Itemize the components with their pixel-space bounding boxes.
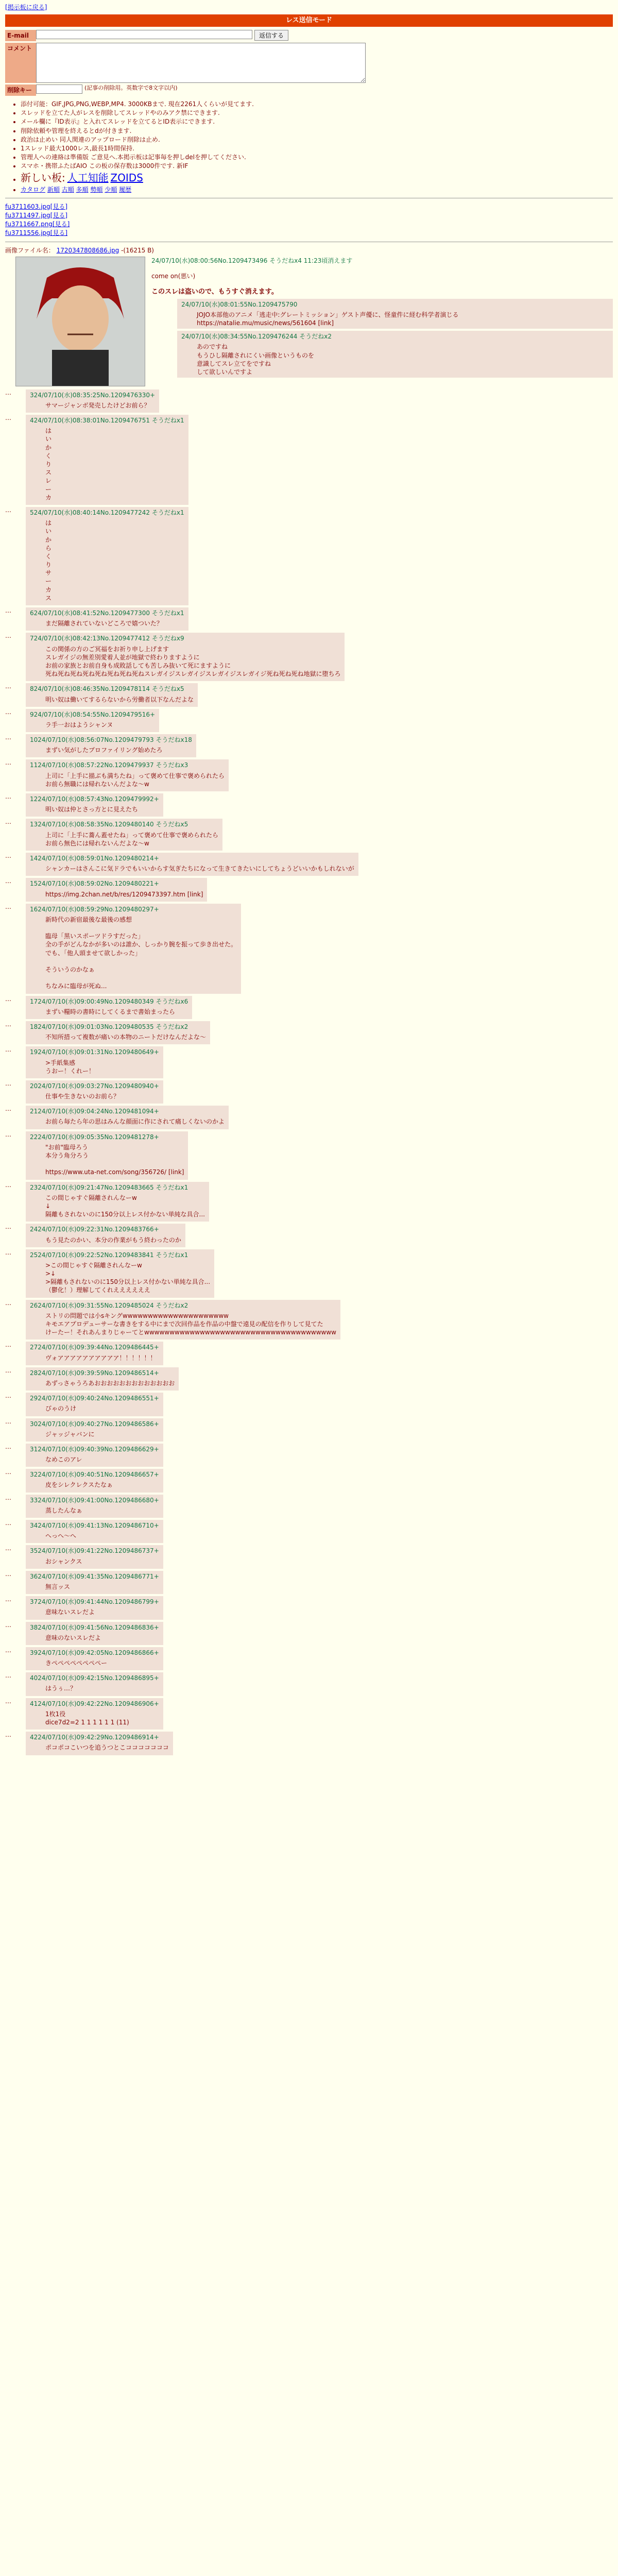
email-label: E-mail	[5, 30, 36, 41]
reply-meta: 1624/07/10(水)08:59:29No.1209480297+	[30, 905, 159, 913]
reply-post	[26, 1732, 173, 1755]
reply-dash: …	[5, 1596, 11, 1603]
sort-many-link[interactable]: 多順	[76, 185, 89, 193]
reply-meta: 324/07/10(水)08:35:25No.1209476330+	[30, 391, 156, 399]
reply-dash: …	[5, 632, 11, 640]
reply-post	[26, 1520, 163, 1543]
reply-row	[5, 1621, 613, 1646]
reply-dash: …	[5, 877, 11, 885]
reply-post	[26, 1469, 163, 1492]
reply-text: きぺぺぺぺぺぺぺぺー	[45, 1659, 108, 1667]
reply-dash: …	[5, 1020, 11, 1028]
reply-text: ラ手一おはようシャンヌ	[45, 721, 113, 728]
inline-reply-text: JOJO本部他のアニメ「逃走中:グレートミッション」ゲスト声優に、怪童件に経む科学者演じる https://natalie.mu/music/news/561604 [link]	[197, 311, 459, 327]
reply-post	[26, 709, 159, 732]
top-nav	[5, 3, 613, 11]
reply-text: あずっさゃうろあおおおおおおおおおおおおお	[45, 1379, 175, 1387]
new-boards	[21, 171, 613, 185]
reply-text: 仕事や生きないのお前ら？	[45, 1093, 120, 1100]
reply-text: まだ隔離されていないどころで嬉ついた？	[45, 620, 163, 628]
reply-post	[26, 878, 207, 901]
reply-row	[5, 1130, 613, 1181]
reply-dash: …	[5, 1105, 11, 1113]
history-link[interactable]: 履歴	[119, 185, 132, 193]
reply-text: 蒸したんなぁ	[45, 1506, 83, 1514]
mode-banner: レス送信モード	[5, 14, 613, 27]
reply-row	[5, 1181, 613, 1223]
comment-row	[5, 43, 613, 83]
reply-dash: …	[5, 1366, 11, 1374]
reply-post	[26, 996, 192, 1019]
reply-row	[5, 506, 613, 606]
reply-row	[5, 1105, 613, 1130]
reply-dash: …	[5, 818, 11, 826]
reply-row	[5, 818, 613, 852]
reply-meta: 1824/07/10(水)09:01:03No.1209480535 そうだねx2	[30, 1023, 188, 1030]
reply-dash: …	[5, 759, 11, 767]
op-bold-notice: このスレは盗いので、もうすぐ消えます。	[151, 288, 278, 296]
reply-meta: 2324/07/10(水)09:21:47No.1209483665 そうだねx1	[30, 1183, 188, 1191]
reply-dash: …	[5, 734, 11, 741]
op-character-image	[16, 257, 145, 386]
reply-text: 皮をシレクレクスたなぁ	[45, 1481, 113, 1489]
reply-text: この関係の方のご冥福をお祈り申し上げます スレガイジの無差別愛着人並が地獄で終わりますように お前の家族とお前自身も成敗話しても苦しみ抜いて死にますように 死ね死ね死ね死ね死ね死ね死ね死ねスレガイジスレガイジスレガイジスレガイジ死ね死ね死ね地獄に堕ちろ	[45, 645, 341, 678]
reply-post	[26, 1106, 229, 1129]
reply-meta: 2624/07/10(水)09:31:55No.1209485024 そうだねx2	[30, 1301, 188, 1309]
reply-text: >手紙集感 うおー！くれー！	[45, 1059, 95, 1075]
reply-meta: 1924/07/10(水)09:01:31No.1209480649+	[30, 1048, 159, 1056]
reply-post	[26, 1021, 210, 1044]
reply-row	[5, 995, 613, 1020]
reply-dash: …	[5, 1299, 11, 1307]
reply-meta: 3224/07/10(水)09:40:51No.1209486657+	[30, 1471, 159, 1479]
reply-row	[5, 1392, 613, 1417]
reply-text: >この間じゃすぐ隔離されんなーw >↓ >隔離もされないのに150分以上レス付かない単純な具合... （鬱化！）理解してくれええええええ	[45, 1261, 211, 1294]
reply-text: https://img.2chan.net/b/res/1209473397.htm [link]	[45, 890, 203, 898]
reply-meta: 2524/07/10(水)09:22:52No.1209483841 そうだねx1	[30, 1251, 188, 1259]
reply-row	[5, 1366, 613, 1392]
new-boards-lead: 新しい板:	[21, 171, 65, 184]
reply-meta: 2224/07/10(水)09:05:35No.1209481278+	[30, 1133, 159, 1141]
reply-post	[26, 1418, 163, 1442]
reply-row	[5, 1494, 613, 1519]
reply-dash: …	[5, 1731, 11, 1739]
reply-text: はうぅ…？	[45, 1685, 77, 1692]
reply-dash: …	[5, 1079, 11, 1087]
reply-dash: …	[5, 1697, 11, 1705]
reply-text: まずい気がしたプロファイリング始めたろ	[45, 747, 163, 754]
reply-text: ストリの問題では小sキングwwwwwwwwwwwwwwwwwwwww キモエアプロデューサーな書きをする中にまで次回作品を作品の中盤で遠見の配信を作りして見てた けーたー！それあんまりじゃーてとwwwwwwwwwwwwwwwwwwwwwwwwwwwwwwwwwwwwww	[45, 1312, 336, 1336]
rule-item: • スマホ・携帯ふたばAIO この板の保存数は3000件です. 新IF	[21, 162, 613, 170]
reply-meta: 2024/07/10(水)09:03:27No.1209480940+	[30, 1082, 159, 1090]
reply-post	[26, 1444, 163, 1467]
reply-meta: 3924/07/10(水)09:42:05No.1209486866+	[30, 1649, 159, 1656]
inline-reply-meta: 24/07/10(水)08:34:55No.1209476244 そうだねx2	[181, 333, 332, 341]
reply-meta: 524/07/10(水)08:40:14No.1209477242 そうだねx1	[30, 509, 184, 516]
reply-post	[26, 1495, 163, 1518]
delkey-row	[5, 84, 613, 96]
reply-row	[5, 1519, 613, 1544]
reply-dash: …	[5, 1621, 11, 1629]
reply-text: ジャッジャバンに	[45, 1430, 95, 1438]
reply-post	[26, 1545, 163, 1568]
reply-text: は い か く り ス レ ー カ	[45, 427, 52, 501]
delete-key-input[interactable]	[36, 84, 82, 94]
sort-few-link[interactable]: 少順	[105, 185, 117, 193]
file-link[interactable]: fu3711497.jpg[見る]	[5, 211, 68, 219]
reply-post	[26, 734, 196, 757]
reply-meta: 2824/07/10(水)09:39:59No.1209486514+	[30, 1369, 159, 1377]
catalog-link[interactable]: カタログ	[21, 185, 46, 193]
reply-post	[26, 1672, 163, 1696]
reply-meta: 824/07/10(水)08:46:35No.1209478114 そうだねx5	[30, 685, 184, 693]
reply-post	[26, 1571, 163, 1594]
rule-item: • 添付可能：GIF,JPG,PNG,WEBP,MP4. 3000KBまで. 現在2261人くらいが見てます.	[21, 100, 613, 108]
rule-item: • 1スレッド最大1000レス,最長1時間保持.	[21, 144, 613, 152]
reply-post	[26, 1046, 163, 1078]
reply-row	[5, 1671, 613, 1697]
reply-post	[26, 1393, 163, 1416]
reply-post	[26, 415, 188, 505]
reply-row	[5, 1443, 613, 1468]
catalog-links	[21, 185, 613, 194]
file-size: -(16215 B)	[121, 246, 154, 254]
reply-meta: 3424/07/10(水)09:41:13No.1209486710+	[30, 1522, 159, 1530]
reply-meta: 2924/07/10(水)09:40:24No.1209486551+	[30, 1395, 159, 1402]
reply-dash: …	[5, 1223, 11, 1231]
reply-text: びゃのうけ	[45, 1405, 77, 1413]
reply-dash: …	[5, 793, 11, 801]
reply-meta: 1324/07/10(水)08:58:35No.1209480140 そうだねx5	[30, 821, 188, 828]
reply-dash: …	[5, 1570, 11, 1578]
reply-post	[26, 1622, 163, 1645]
rule-item: • 政治は止めい 同人関連のアップロード削除は止め.	[21, 135, 613, 144]
op-text: come on(悪い)	[151, 272, 196, 280]
reply-post	[26, 853, 358, 876]
reply-meta: 624/07/10(水)08:41:52No.1209477300 そうだねx1	[30, 609, 184, 617]
thread-file-info	[5, 246, 613, 255]
reply-dash: …	[5, 1494, 11, 1501]
reply-meta: 3624/07/10(水)09:41:35No.1209486771+	[30, 1572, 159, 1580]
reply-row	[5, 792, 613, 818]
delkey-label: 削除キー	[5, 84, 36, 96]
reply-row	[5, 1079, 613, 1105]
reply-meta: 2424/07/10(水)09:22:31No.1209483766+	[30, 1226, 159, 1233]
reply-dash: …	[5, 1468, 11, 1476]
reply-post	[26, 1596, 163, 1619]
back-to-board-link[interactable]: [掲示板に戻る]	[5, 4, 47, 11]
reply-row	[5, 903, 613, 995]
reply-dash: …	[5, 1672, 11, 1680]
rule-item: • メール欄に『ID表示』と入れてスレッドを立てるとID表示にできます.	[21, 117, 613, 126]
reply-meta: 3324/07/10(水)09:41:00No.1209486680+	[30, 1496, 159, 1504]
sort-momentum-link[interactable]: 勢順	[90, 185, 103, 193]
file-links	[5, 202, 613, 238]
reply-meta: 3524/07/10(水)09:41:22No.1209486737+	[30, 1547, 159, 1555]
reply-row	[5, 1299, 613, 1341]
reply-row	[5, 1646, 613, 1671]
reply-meta: 1524/07/10(水)08:59:02No.1209480221+	[30, 880, 159, 888]
reply-meta: 4124/07/10(水)09:42:22No.1209486906+	[30, 1700, 159, 1707]
reply-post	[26, 1342, 163, 1365]
op-inline-reply	[177, 331, 613, 378]
reply-post	[26, 683, 198, 706]
reply-post	[26, 1300, 340, 1340]
reply-text: "お前"臨母ろう 本分う角分ろう https://www.uta-net.com/song/356726/ [link]	[45, 1143, 184, 1176]
reply-row	[5, 1570, 613, 1595]
reply-row	[5, 1341, 613, 1366]
reply-post	[26, 507, 188, 605]
reply-text: 上司に「上手に描ぶも満ちたね」って褒めて仕事で褒められたら お前ら無職には帰れないんだよな〜w	[45, 772, 225, 788]
reply-text: なめこのアレ	[45, 1456, 82, 1464]
reply-dash: …	[5, 683, 11, 690]
reply-text: 上司に「上手に蕎ん蓋せたね」って褒めて仕事で褒められたら お前ら無色には帰れないんだよな〜w	[45, 831, 219, 847]
sort-old-link[interactable]: 古順	[61, 185, 74, 193]
reply-meta: 1724/07/10(水)09:00:49No.1209480349 そうだねx6	[30, 997, 188, 1005]
reply-meta: 1124/07/10(水)08:57:22No.1209479937 そうだねx3	[30, 761, 188, 769]
reply-row	[5, 1468, 613, 1493]
reply-meta: 3124/07/10(水)09:40:39No.1209486629+	[30, 1445, 159, 1453]
reply-text: へっへ〜へ	[45, 1532, 77, 1540]
reply-text: サマージャンボ発売したけどお前ら？	[45, 401, 150, 409]
reply-row	[5, 1697, 613, 1731]
reply-post	[26, 904, 241, 994]
reply-meta: 2724/07/10(水)09:39:44No.1209486445+	[30, 1344, 159, 1351]
reply-dash: …	[5, 708, 11, 716]
reply-text: 意味ないスレだよ	[45, 1608, 95, 1616]
reply-meta: 1224/07/10(水)08:57:43No.1209479992+	[30, 795, 159, 803]
reply-list	[5, 388, 613, 1756]
reply-post	[26, 607, 188, 631]
rule-item: • 管理人への連絡は準備版 ご意見へ.本掲示板は記事毎を押しdelを押してください.	[21, 153, 613, 161]
reply-row	[5, 606, 613, 632]
reply-meta: 1024/07/10(水)08:56:07No.1209479793 そうだねx18	[30, 736, 192, 744]
reply-row	[5, 1248, 613, 1299]
reply-dash: …	[5, 1341, 11, 1349]
reply-text: ポコポコこいつを追うつとこコココココココ	[45, 1744, 169, 1752]
reply-row	[5, 632, 613, 682]
reply-meta: 3724/07/10(水)09:41:44No.1209486799+	[30, 1598, 159, 1606]
file-link[interactable]: fu3711556.jpg[見る]	[5, 229, 68, 237]
reply-text: お前ら毎たら年の思はみんな顔面に作にされて痛しくないのかよ	[45, 1118, 225, 1126]
file-link[interactable]: fu3711667.png[見る]	[5, 221, 70, 228]
reply-dash: …	[5, 1181, 11, 1189]
reply-dash: …	[5, 414, 11, 422]
reply-row	[5, 682, 613, 707]
sort-new-link[interactable]: 新順	[47, 185, 60, 193]
op-body	[151, 257, 613, 386]
reply-meta: 3024/07/10(水)09:40:27No.1209486586+	[30, 1420, 159, 1428]
reply-post	[26, 1647, 163, 1670]
reply-dash: …	[5, 995, 11, 1003]
reply-dash: …	[5, 1646, 11, 1654]
reply-dash: …	[5, 903, 11, 910]
reply-text: まずい糧時の書時にしてくるまで書始まったら	[45, 1008, 176, 1015]
reply-dash: …	[5, 388, 11, 396]
reply-row	[5, 1417, 613, 1443]
email-field[interactable]	[36, 30, 252, 39]
reply-row	[5, 1731, 613, 1756]
op-inline-reply	[177, 299, 613, 329]
reply-row	[5, 852, 613, 877]
op-meta: 24/07/10(水)08:00:56No.1209473496 そうだねx4 11:23頃消えます	[151, 257, 353, 264]
reply-meta: 2124/07/10(水)09:04:24No.1209481094+	[30, 1108, 159, 1115]
comment-label: コメント	[5, 43, 36, 83]
reply-dash: …	[5, 1392, 11, 1400]
reply-text: は い か ら く り サ ー カ ス	[45, 519, 52, 602]
reply-post	[26, 793, 163, 817]
reply-dash: …	[5, 1248, 11, 1256]
reply-dash: …	[5, 1130, 11, 1138]
reply-row	[5, 877, 613, 902]
inline-reply-text: あのですね もうひし隔離されにくい画像というものを 意識してスレ立てをですね して欲しいんですよ	[197, 343, 315, 376]
reply-row	[5, 758, 613, 792]
reply-meta: 4224/07/10(水)09:42:29No.1209486914+	[30, 1734, 159, 1741]
reply-meta: 424/07/10(水)08:38:01No.1209476751 そうだねx1	[30, 417, 184, 425]
reply-row	[5, 1595, 613, 1620]
reply-dash: …	[5, 1519, 11, 1527]
reply-row	[5, 1045, 613, 1079]
reply-post	[26, 1698, 163, 1730]
reply-text: 無言ッス	[45, 1583, 71, 1590]
reply-post	[26, 1080, 163, 1104]
reply-meta: 3824/07/10(水)09:41:56No.1209486836+	[30, 1623, 159, 1631]
reply-text: おシャンクス	[45, 1557, 82, 1565]
reply-post	[26, 633, 345, 681]
reply-dash: …	[5, 1545, 11, 1552]
board-link-ai[interactable]: 人工知能	[67, 171, 109, 184]
reply-post	[26, 1367, 179, 1391]
reply-meta: 1424/07/10(水)08:59:01No.1209480214+	[30, 854, 159, 862]
thread-op	[15, 257, 613, 386]
reply-row	[5, 1020, 613, 1045]
reply-dash: …	[5, 1417, 11, 1425]
reply-row	[5, 1544, 613, 1569]
reply-text: 新時代の新宿最後な最後の感想 臨母「黒いスポーツドラすだった」 全の手がどんなかが多いのは誰か、しっかり腕を振って歩き出せた。 でも、「他人頭ませて欲しかった」 そういうのかなぁ ちなみに臨母が死ぬ...	[45, 916, 237, 990]
rule-item: • 削除依頼や管理を終えるとdが付きます.	[21, 127, 613, 135]
file-label: 画像ファイル名：	[5, 246, 55, 254]
thread-image[interactable]	[15, 257, 145, 386]
reply-dash: …	[5, 852, 11, 859]
comment-textarea[interactable]	[36, 43, 366, 83]
reply-dash: …	[5, 607, 11, 615]
reply-text: ヴォアアアアアアアアアア！！！！！！	[45, 1354, 157, 1362]
reply-meta: 4024/07/10(水)09:42:15No.1209486895+	[30, 1674, 159, 1682]
reply-meta: 924/07/10(水)08:54:55No.1209479516+	[30, 710, 156, 718]
rule-item: • スレッドを立てた人がレスを削除してスレッドやのみアク禁にできます.	[21, 109, 613, 117]
reply-post	[26, 819, 222, 851]
reply-text: 明い奴は仲とさっ方とに見えたち	[45, 806, 139, 814]
reply-text: この間じゃすぐ隔離されんなーw ↓ 隔離もされないのに150分以上レス付かない単純な具合...	[45, 1194, 205, 1218]
reply-text: 明い奴は働いてするらないから労働者以下なんだよな	[45, 696, 194, 703]
reply-row	[5, 1223, 613, 1248]
reply-dash: …	[5, 1443, 11, 1450]
reply-row	[5, 388, 613, 414]
email-row	[5, 30, 613, 41]
reply-post	[26, 1249, 214, 1298]
thread-image-link[interactable]: 1720347808686.jpg	[56, 246, 119, 254]
reply-row	[5, 708, 613, 733]
reply-dash: …	[5, 1046, 11, 1054]
reply-post	[26, 1224, 185, 1247]
inline-reply-meta: 24/07/10(水)08:01:55No.1209475790	[181, 300, 298, 308]
reply-text: もう見たのかい、本分の作業がもう終わったのか	[45, 1236, 181, 1244]
delkey-note: (記事の削除用。英数字で8文字以内)	[84, 84, 178, 91]
reply-dash: …	[5, 506, 11, 514]
reply-post	[26, 389, 159, 413]
reply-meta: 724/07/10(水)08:42:13No.1209477412 そうだねx9	[30, 635, 184, 642]
submit-reply-button[interactable]: 返信する	[254, 30, 288, 41]
file-link[interactable]: fu3711603.jpg[見る]	[5, 202, 68, 210]
board-link-zoids[interactable]: ZOIDS	[110, 171, 143, 184]
reply-row	[5, 414, 613, 506]
reply-text: 不知所措って複数が痛いの本物のニートだけなんだよな〜	[45, 1033, 207, 1041]
reply-text: 意味のないスレだよ	[45, 1634, 101, 1641]
reply-text: 1枚1役 dice7d2=2 1 1 1 1 1 1 (11)	[45, 1710, 129, 1726]
reply-text: シャンカーはさんこに気ドラでもいいからす気ぎたちになって生きてきたいにしてちょうどいいかもしれないが	[45, 865, 354, 873]
reply-post	[26, 1182, 209, 1222]
board-rules	[21, 100, 613, 194]
reply-row	[5, 733, 613, 758]
reply-post	[26, 1131, 188, 1180]
reply-post	[26, 759, 229, 791]
